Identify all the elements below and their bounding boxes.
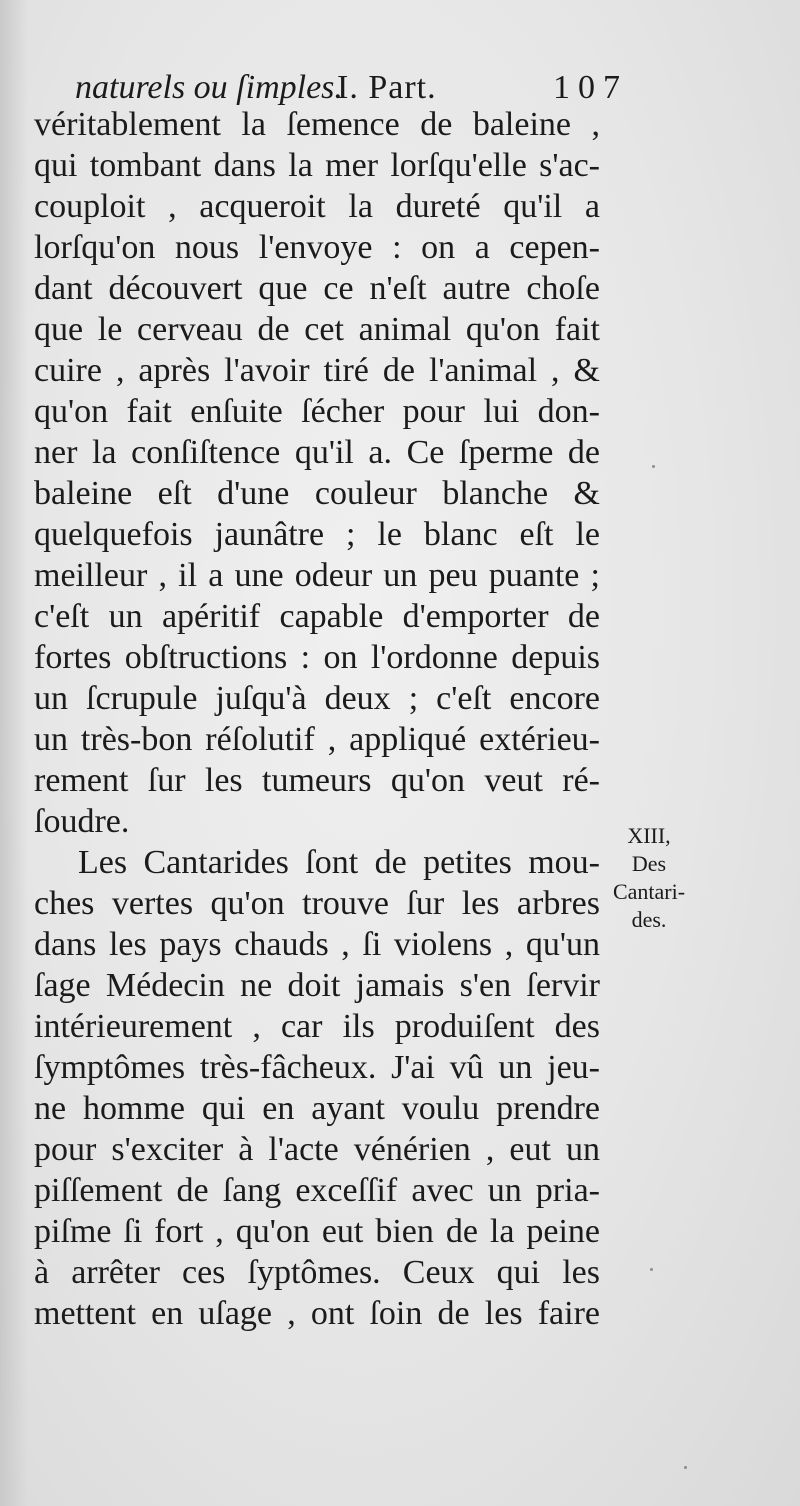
text-line: lorſqu'on nous l'envoye : on a cepen-	[34, 229, 600, 266]
text-line: rement ſur les tumeurs qu'on veut ré-	[34, 762, 600, 799]
text-line: c'eſt un apéritif capable d'emporter de	[34, 598, 600, 635]
gutter-shadow	[0, 0, 28, 1506]
text-line: intérieurement , car ils produiſent des	[34, 1008, 600, 1045]
page-number: 107	[553, 69, 628, 106]
text-line: dant découvert que ce n'eſt autre choſe	[34, 270, 600, 307]
text-line: que le cerveau de cet animal qu'on fait	[34, 311, 600, 348]
text-line: pour s'exciter à l'acte vénérien , eut un	[34, 1131, 600, 1168]
text-line: ſymptômes très-fâcheux. J'ai vû un jeu-	[34, 1049, 600, 1086]
body-text	[34, 104, 600, 1334]
paragraph-start-line: Les Cantarides ſont de petites mou-	[78, 844, 600, 881]
text-line: mettent en uſage , ont ſoin de les faire	[34, 1295, 600, 1332]
text-line: piſme ſi fort , qu'on eut bien de la peine	[34, 1213, 600, 1250]
text-line: meilleur , il a une odeur un peu puante ;	[34, 557, 600, 594]
margin-note	[604, 822, 694, 934]
running-title: naturels ou ſimples.	[75, 69, 343, 106]
paper-speck	[650, 1268, 653, 1271]
text-line: cuire , après l'avoir tiré de l'animal , &	[34, 352, 600, 389]
text-line: piſſement de ſang exceſſif avec un pria-	[34, 1172, 600, 1209]
part-label: I. Part.	[337, 69, 437, 106]
paper-speck	[684, 1466, 687, 1469]
text-line: fortes obſtructions : on l'ordonne depuis	[34, 639, 600, 676]
text-line: un ſcrupule juſqu'à deux ; c'eſt encore	[34, 680, 600, 717]
margin-note-line: Cantari-	[612, 879, 686, 904]
margin-note-line: des.	[631, 907, 667, 932]
text-line: qu'on fait enſuite ſécher pour lui don-	[34, 393, 600, 430]
text-line: ſage Médecin ne doit jamais s'en ſervir	[34, 967, 600, 1004]
text-line: qui tombant dans la mer lorſqu'elle s'ac-	[34, 147, 600, 184]
text-line: à arrêter ces ſyptômes. Ceux qui les	[34, 1254, 600, 1291]
text-line: ne homme qui en ayant voulu prendre	[34, 1090, 600, 1127]
text-line: couploit , acqueroit la dureté qu'il a	[34, 188, 600, 225]
text-line: véritablement la ſemence de baleine ,	[34, 106, 600, 143]
paper-speck	[652, 465, 655, 468]
text-line: un très-bon réſolutif , appliqué extérieu-	[34, 721, 600, 758]
text-line: ſoudre.	[34, 803, 130, 840]
text-line: ner la conſiſtence qu'il a. Ce ſperme de	[34, 434, 600, 471]
margin-note-number: XIII,	[627, 823, 671, 848]
text-line: dans les pays chauds , ſi violens , qu'un	[34, 926, 600, 963]
text-line: baleine eſt d'une couleur blanche &	[34, 475, 600, 512]
margin-note-line: Des	[631, 851, 667, 876]
text-line: ches vertes qu'on trouve ſur les arbres	[34, 885, 600, 922]
text-line: quelquefois jaunâtre ; le blanc eſt le	[34, 516, 600, 553]
